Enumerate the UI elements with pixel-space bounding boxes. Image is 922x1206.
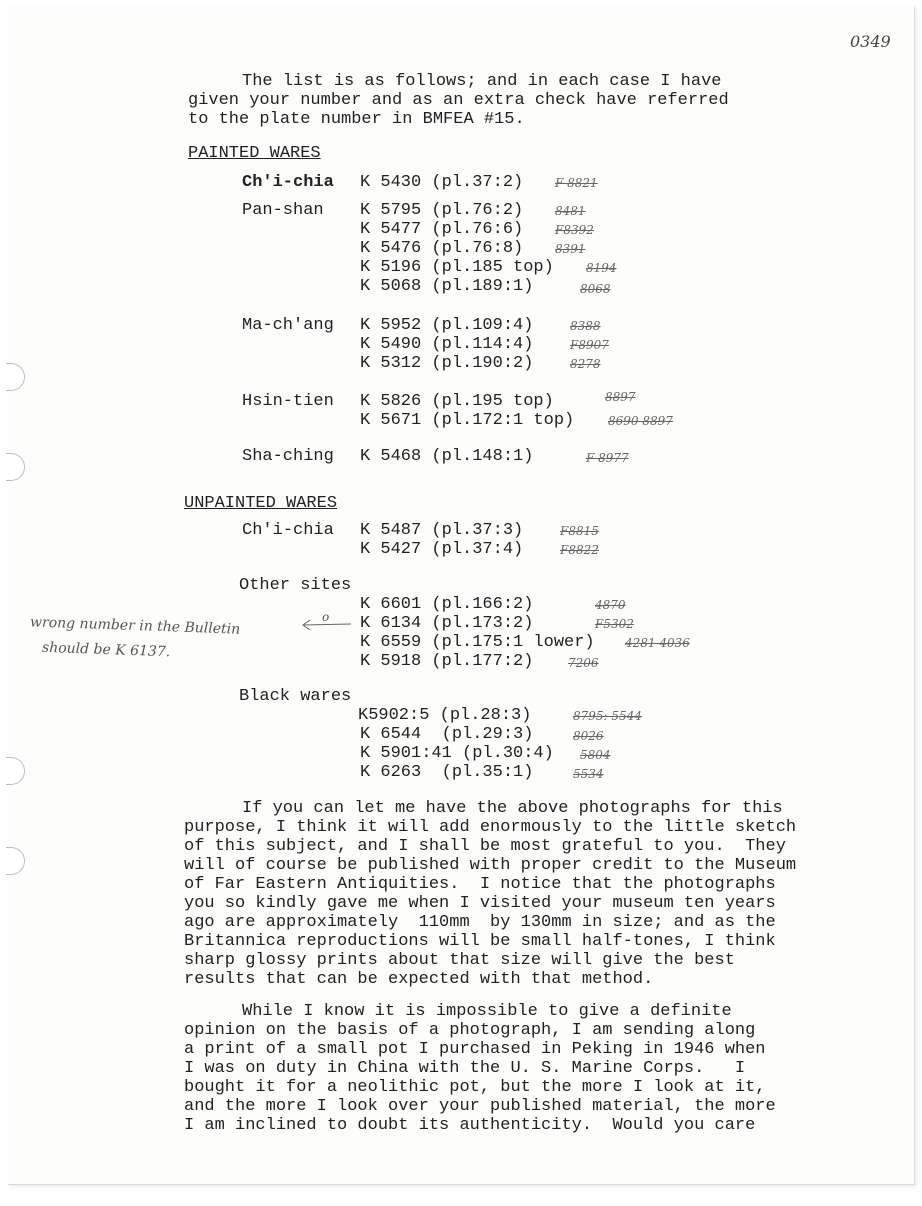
section-heading-unpainted: UNPAINTED WARES bbox=[184, 494, 338, 513]
punch-hole bbox=[6, 363, 25, 391]
site-name: Ma-ch'ang bbox=[242, 316, 334, 335]
specimen-entry: K 5476 (pl.76:8) bbox=[360, 239, 524, 258]
crossed-out-note: 8391 bbox=[555, 242, 586, 256]
crossed-out-note: 8795: 5544 bbox=[573, 709, 642, 723]
crossed-out-note: F8392 bbox=[555, 223, 594, 237]
body-text-line: results that can be expected with that method. bbox=[184, 970, 654, 989]
crossed-out-note: 8194 bbox=[586, 261, 617, 275]
specimen-entry: K 5826 (pl.195 top) bbox=[360, 392, 554, 411]
punch-hole bbox=[6, 453, 25, 481]
crossed-out-note: 7206 bbox=[568, 656, 599, 670]
body-text-line: of Far Eastern Antiquities. I notice that the photographs bbox=[184, 875, 776, 894]
handwritten-page-number: 0349 bbox=[850, 32, 891, 51]
specimen-entry: K 6134 (pl.173:2) bbox=[360, 614, 534, 633]
crossed-out-note: F8815 bbox=[560, 524, 599, 538]
specimen-entry: K 5918 (pl.177:2) bbox=[360, 652, 534, 671]
body-text-line: will of course be published with proper credit to the Museum bbox=[184, 856, 797, 875]
site-name: Ch'i-chia bbox=[242, 521, 334, 540]
site-name: Ch'i-chia bbox=[242, 173, 334, 192]
crossed-out-note: F 8821 bbox=[555, 176, 598, 190]
body-text-line: ago are approximately 110mm by 130mm in size; and as the bbox=[184, 913, 776, 932]
crossed-out-note: 4870 bbox=[595, 598, 626, 612]
crossed-out-note: 5804 bbox=[580, 748, 611, 762]
body-text-line: Britannica reproductions will be small half-tones, I think bbox=[184, 932, 776, 951]
specimen-entry: K 5671 (pl.172:1 top) bbox=[360, 411, 575, 430]
body-text-line: purpose, I think it will add enormously to the little sketch bbox=[184, 818, 797, 837]
body-text-line: of this subject, and I shall be most grateful to you. They bbox=[184, 837, 786, 856]
site-name: Other sites bbox=[239, 576, 352, 595]
margin-note-arrow-icon bbox=[301, 618, 353, 632]
crossed-out-note: F5302 bbox=[595, 617, 634, 631]
crossed-out-note: F8822 bbox=[560, 543, 599, 557]
specimen-entry: K 5477 (pl.76:6) bbox=[360, 220, 524, 239]
punch-hole bbox=[6, 757, 25, 785]
crossed-out-note: 8278 bbox=[570, 357, 601, 371]
crossed-out-note: 8481 bbox=[555, 204, 586, 218]
crossed-out-note: F 8977 bbox=[586, 451, 629, 465]
body-text-line: While I know it is impossible to give a definite bbox=[242, 1002, 732, 1021]
margin-note-line: wrong number in the Bulletin bbox=[29, 614, 241, 638]
body-text-line: opinion on the basis of a photograph, I am sending along bbox=[184, 1021, 756, 1040]
body-text-line: If you can let me have the above photographs for this bbox=[242, 799, 783, 818]
specimen-entry: K 5312 (pl.190:2) bbox=[360, 354, 534, 373]
intro-line: given your number and as an extra check have referred bbox=[188, 91, 729, 110]
specimen-entry: K 5901:41 (pl.30:4) bbox=[360, 744, 554, 763]
site-name: Sha-ching bbox=[242, 447, 334, 466]
crossed-out-note: 8690 8897 bbox=[608, 414, 673, 428]
crossed-out-note: F8907 bbox=[570, 338, 609, 352]
specimen-entry: K 6601 (pl.166:2) bbox=[360, 595, 534, 614]
body-text-line: you so kindly gave me when I visited your museum ten years bbox=[184, 894, 776, 913]
crossed-out-note: 8026 bbox=[573, 729, 604, 743]
specimen-entry: K 5196 (pl.185 top) bbox=[360, 258, 554, 277]
site-name: Black wares bbox=[239, 687, 352, 706]
letter-page bbox=[8, 6, 915, 1185]
specimen-entry: K 5427 (pl.37:4) bbox=[360, 540, 524, 559]
site-name: Pan-shan bbox=[242, 201, 324, 220]
crossed-out-note: 8068 bbox=[580, 282, 611, 296]
body-text-line: and the more I look over your published material, the more bbox=[184, 1097, 776, 1116]
body-text-line: a print of a small pot I purchased in Peking in 1946 when bbox=[184, 1040, 766, 1059]
intro-line: The list is as follows; and in each case I have bbox=[242, 72, 722, 91]
margin-note-line: should be K 6137. bbox=[41, 639, 171, 661]
crossed-out-note: 8388 bbox=[570, 319, 601, 333]
specimen-entry: K 6263 (pl.35:1) bbox=[360, 763, 534, 782]
specimen-entry: K 6559 (pl.175:1 lower) bbox=[360, 633, 595, 652]
body-text-line: I am inclined to doubt its authenticity. Would you care bbox=[184, 1116, 756, 1135]
body-text-line: bought it for a neolithic pot, but the more I look at it, bbox=[184, 1078, 766, 1097]
specimen-entry: K 5068 (pl.189:1) bbox=[360, 277, 534, 296]
specimen-entry: K 5468 (pl.148:1) bbox=[360, 447, 534, 466]
specimen-entry: K 5487 (pl.37:3) bbox=[360, 521, 524, 540]
punch-hole bbox=[6, 847, 25, 875]
section-heading-painted: PAINTED WARES bbox=[188, 144, 321, 163]
intro-line: to the plate number in BMFEA #15. bbox=[188, 110, 525, 129]
crossed-out-note: 5534 bbox=[573, 767, 604, 781]
specimen-entry: K 5952 (pl.109:4) bbox=[360, 316, 534, 335]
specimen-entry: K 6544 (pl.29:3) bbox=[360, 725, 534, 744]
body-text-line: I was on duty in China with the U. S. Marine Corps. I bbox=[184, 1059, 746, 1078]
site-name: Hsin-tien bbox=[242, 392, 334, 411]
crossed-out-note: 8897 bbox=[605, 390, 636, 404]
specimen-entry: K 5490 (pl.114:4) bbox=[360, 335, 534, 354]
margin-note-circle: o bbox=[322, 610, 330, 624]
specimen-entry: K5902:5 (pl.28:3) bbox=[358, 706, 532, 725]
specimen-entry: K 5430 (pl.37:2) bbox=[360, 173, 524, 192]
body-text-line: sharp glossy prints about that size will give the best bbox=[184, 951, 735, 970]
specimen-entry: K 5795 (pl.76:2) bbox=[360, 201, 524, 220]
crossed-out-note: 4281 4036 bbox=[625, 636, 690, 650]
